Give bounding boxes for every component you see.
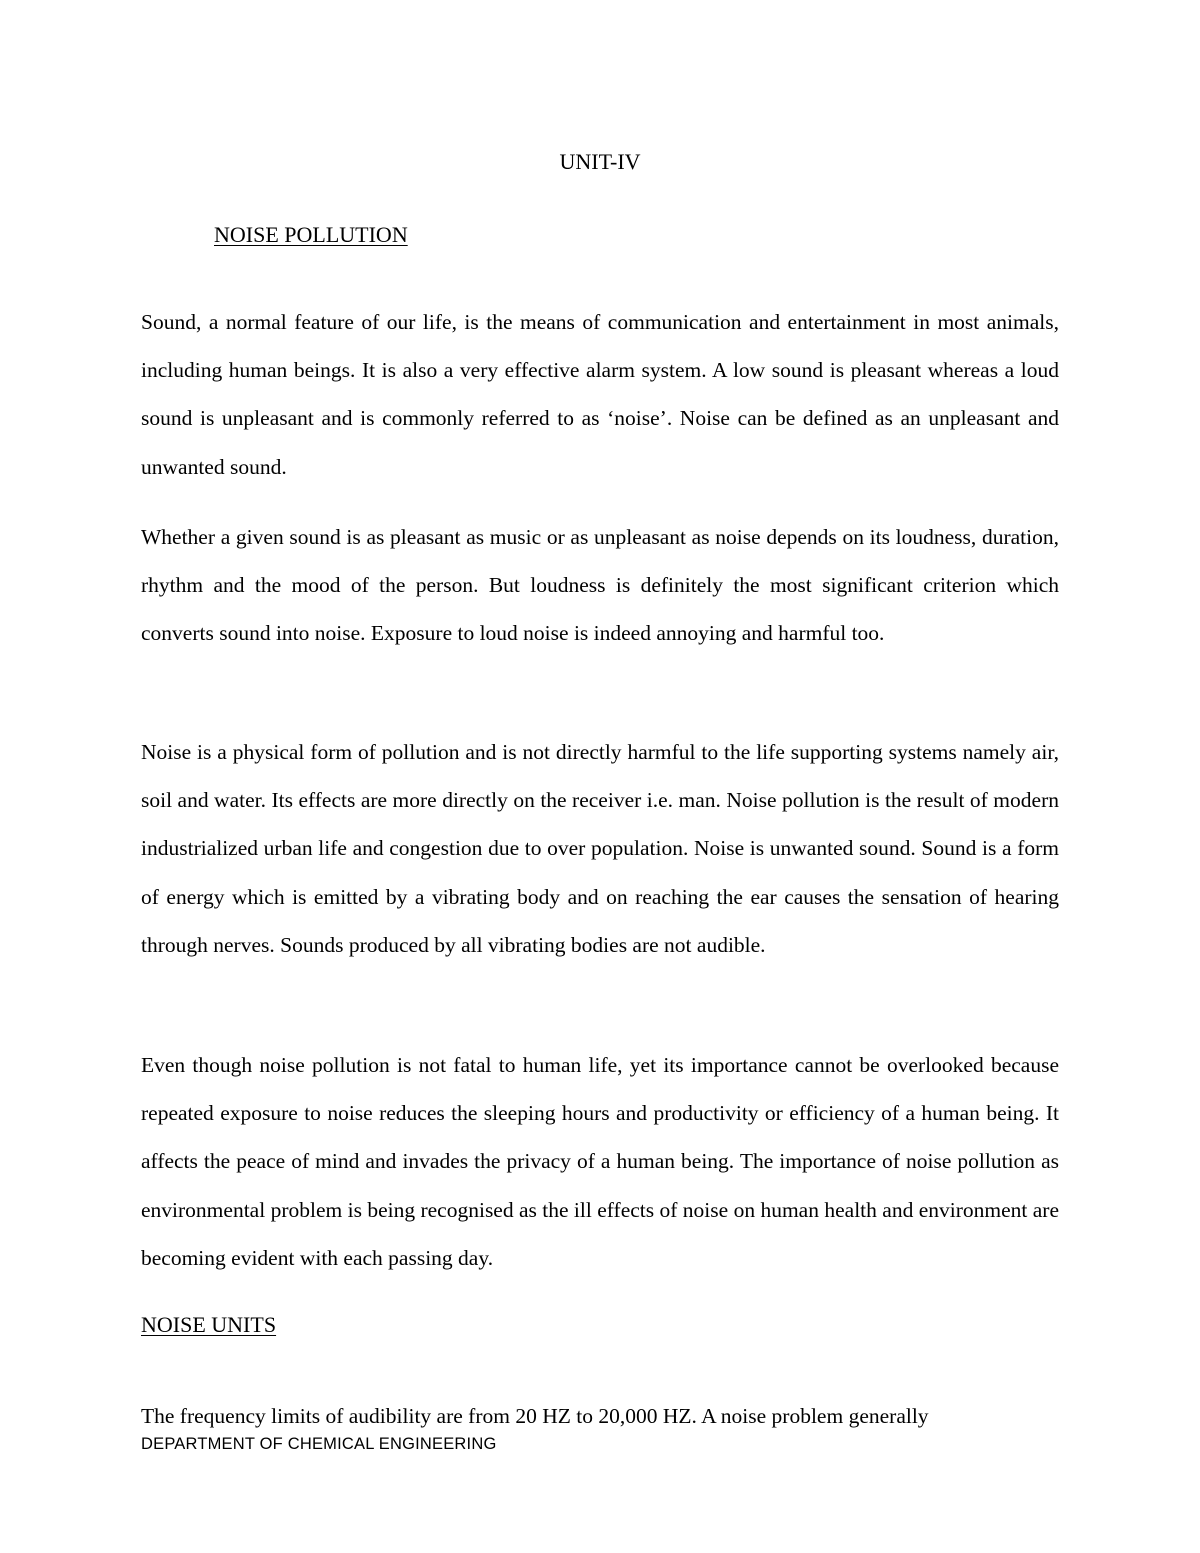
paragraph: Sound, a normal feature of our life, is the means of communication and entertainment in most animals, including human beings. It is also a very effective alarm system. A low sound is pleasant whereas a loud sound is unpleasant and is commonly referred to as ‘noise’. Noise can be defined as an unpleasant and unwanted sound.: [141, 310, 1059, 479]
paragraph: Whether a given sound is as pleasant as music or as unpleasant as noise depends on its loudness, duration, rhythm and the mood of the person. But loudness is definitely the most significant criterion which converts sound into noise. Exposure to loud noise is indeed annoying and harmful too.: [141, 525, 1059, 646]
paragraph: The frequency limits of audibility are from 20 HZ to 20,000 HZ. A noise problem generally: [141, 1404, 929, 1428]
page-footer: DEPARTMENT OF CHEMICAL ENGINEERING: [141, 1435, 497, 1453]
section-heading-noise-units: NOISE UNITS: [141, 1312, 277, 1337]
paragraph: Noise is a physical form of pollution and is not directly harmful to the life supporting systems namely air, soil and water. Its effects are more directly on the receiver i.e. man. Noise pollution is the result of modern industrialized urban life and congestion due to over population. Noise is unwanted sound. Sound is a form of energy which is emitted by a vibrating body and on reaching the ear causes the sensation of hearing through nerves. Sounds produced by all vibrating bodies are not audible.: [141, 740, 1059, 957]
unit-title: UNIT-IV: [559, 149, 641, 174]
paragraph: Even though noise pollution is not fatal to human life, yet its importance cannot be overlooked because repeated exposure to noise reduces the sleeping hours and productivity or efficiency of a human being. It affects the peace of mind and invades the privacy of a human being. The importance of noise pollution as environmental problem is being recognised as the ill effects of noise on human health and environment are becoming evident with each passing day.: [141, 1053, 1059, 1270]
section-heading-noise-pollution: NOISE POLLUTION: [214, 222, 408, 247]
